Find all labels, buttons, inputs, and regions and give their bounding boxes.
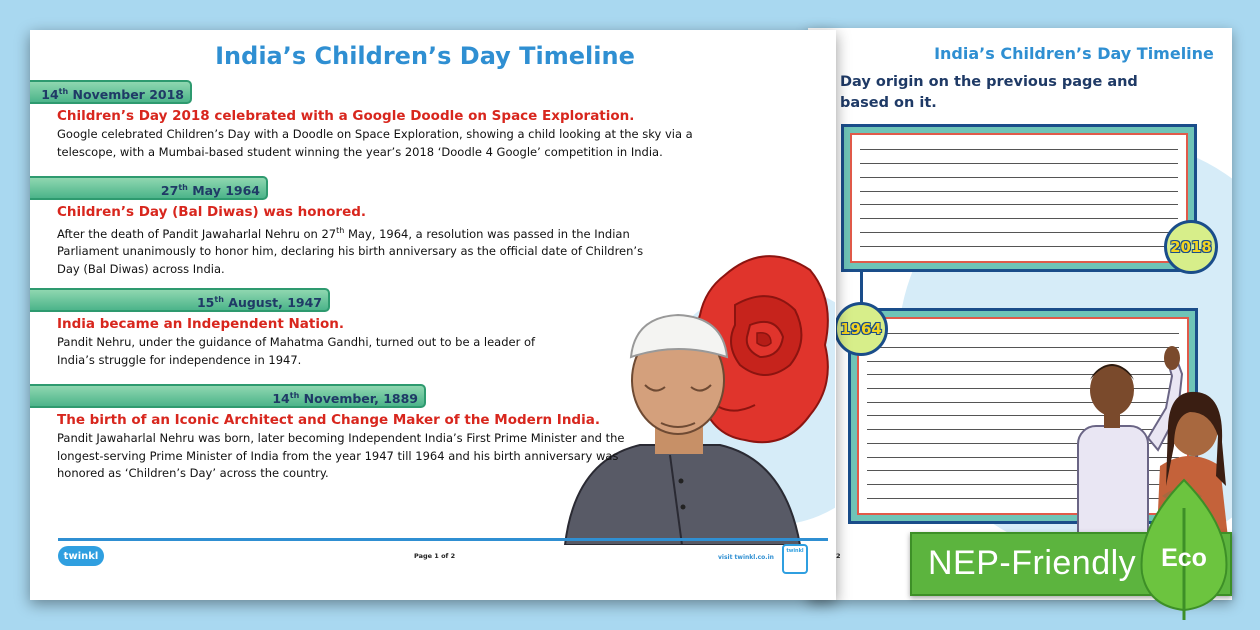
footer-divider: [58, 538, 828, 541]
quality-badge-icon: twinkl: [782, 544, 808, 574]
year-badge-2018: 2018: [1164, 220, 1218, 274]
visit-link[interactable]: visit twinkl.co.in: [718, 554, 774, 561]
event-title: Children’s Day 2018 celebrated with a Google Doodle on Space Exploration.: [57, 108, 635, 124]
page2-title: India’s Children’s Day Timeline: [934, 44, 1214, 63]
date-band-1947: 15th August, 1947: [30, 288, 330, 312]
date-band-1889: 14th November, 1889: [30, 384, 426, 408]
year-badge-1964: 1964: [834, 302, 888, 356]
page2-prompt: Day origin on the previous page and based on it.: [840, 74, 1138, 111]
page2-page-number: 2: [836, 552, 841, 560]
date-band-2018: 14th November 2018: [30, 80, 192, 104]
event-body: Google celebrated Children’s Day with a Doodle on Space Exploration, showing a child looking at the sky via a telescope, with a Mumbai-based student winning the year’s 2018 ‘Doodle 4 Google’ competition in India.: [57, 127, 693, 159]
eco-label: Eco: [1161, 544, 1207, 572]
page-number: Page 1 of 2: [414, 552, 456, 560]
date-band-1964: 27th May 1964: [30, 176, 268, 200]
event-body: Pandit Jawaharlal Nehru was born, later becoming Independent India’s First Prime Minister and the longest-serving Prime Minister of India from the year 1947 till 1964 and his birth anniversary was honored as ‘Children’s Day’ across the country.: [57, 431, 625, 480]
writing-box-2018[interactable]: [841, 124, 1197, 272]
page1-title: India’s Children’s Day Timeline: [215, 42, 635, 70]
event-body: After the death of Pandit Jawaharlal Nehru on 27th May, 1964, a resolution was passed in the Indian Parliament unanimously to honor him, declaring his birth anniversary as the official date of Children’s Day (Bal Diwas) across India.: [57, 226, 644, 276]
event-title: Children’s Day (Bal Diwas) was honored.: [57, 204, 367, 220]
event-title: The birth of an Iconic Architect and Change Maker of the Modern India.: [57, 412, 600, 428]
nep-friendly-label: NEP-Friendly: [928, 544, 1137, 582]
twinkl-logo[interactable]: twinkl: [58, 546, 104, 566]
event-title: India became an Independent Nation.: [57, 316, 344, 332]
eco-leaf-icon: [1136, 478, 1232, 620]
event-body: Pandit Nehru, under the guidance of Mahatma Gandhi, turned out to be a leader of India’s struggle for independence in 1947.: [57, 335, 536, 367]
nehru-rose-illustration: [535, 245, 835, 545]
worksheet-page-1: [30, 30, 836, 600]
